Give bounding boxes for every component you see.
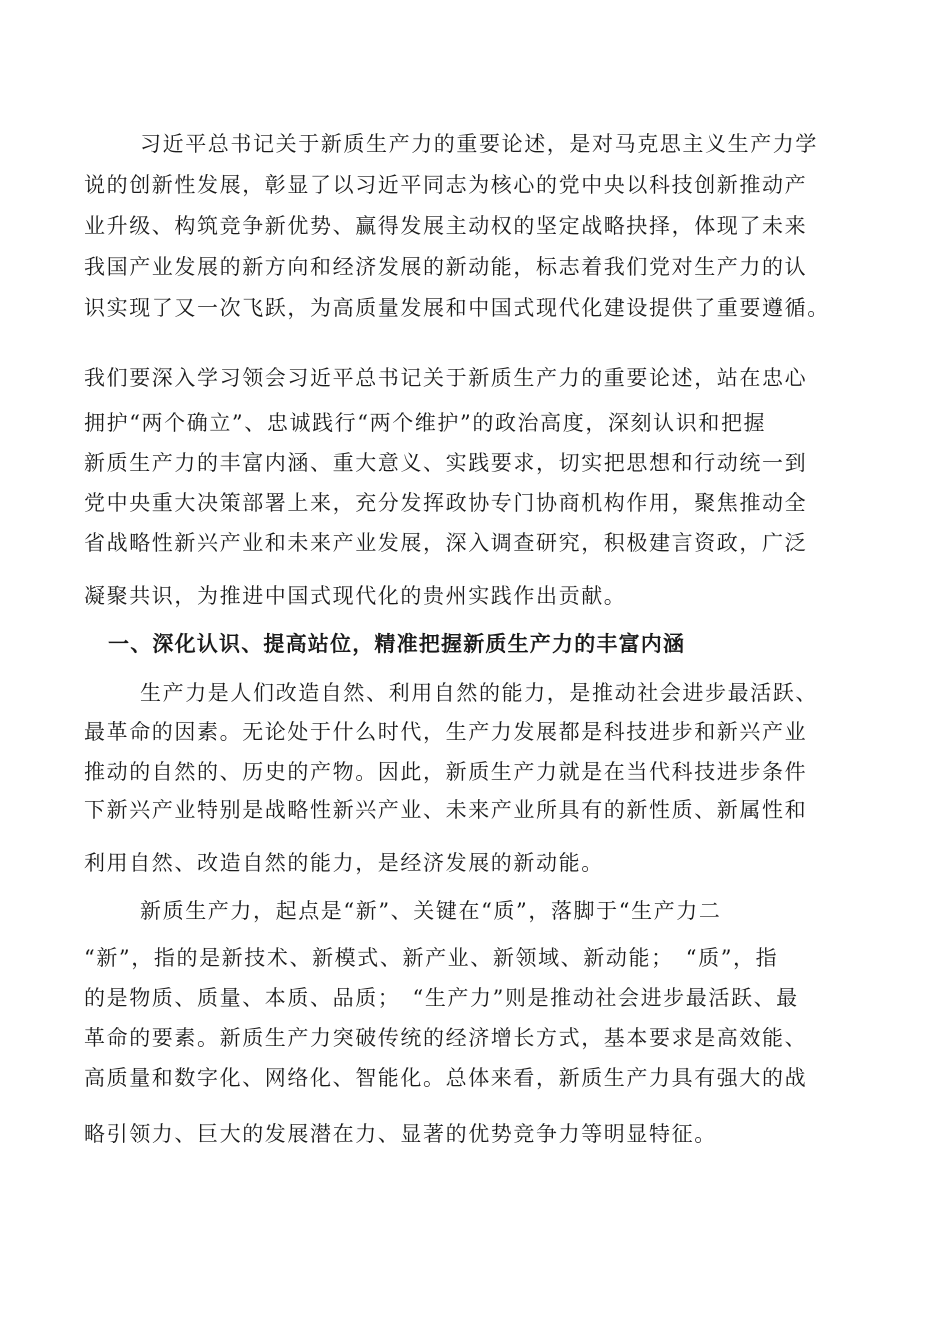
text-line: “新”，指的是新技术、新模式、新产业、新领域、新动能； “质”，指 [84,946,779,970]
text-line: 利用自然、改造自然的能力，是经济发展的新动能。 [84,851,604,875]
text-line: 最革命的因素。无论处于什么时代，生产力发展都是科技进步和新兴产业 [84,720,808,744]
text-line: 凝聚共识，为推进中国式现代化的贵州实践作出贡献。 [84,584,627,608]
text-line: 业升级、构筑竞争新优势、赢得发展主动权的坚定战略抉择，体现了未来 [84,214,808,238]
text-line: 省战略性新兴产业和未来产业发展，深入调查研究，积极建言资政，广泛 [84,531,808,555]
text-line: 党中央重大决策部署上来，充分发挥政协专门协商机构作用，聚焦推动全 [84,491,808,515]
text-line: 下新兴产业特别是战略性新兴产业、未来产业所具有的新性质、新属性和 [84,798,808,822]
text-line: 我们要深入学习领会习近平总书记关于新质生产力的重要论述，站在忠心 [84,366,808,390]
text-line: 的是物质、质量、本质、品质； “生产力”则是推动社会进步最活跃、最 [84,986,799,1010]
text-line: 拥护“两个确立”、忠诚践行“两个维护”的政治高度，深刻认识和把握 [84,411,767,435]
text-line: 推动的自然的、历史的产物。因此，新质生产力就是在当代科技进步条件 [84,760,808,784]
text-line: 说的创新性发展，彰显了以习近平同志为核心的党中央以科技创新推动产 [84,173,808,197]
text-line: 我国产业发展的新方向和经济发展的新动能，标志着我们党对生产力的认 [84,255,808,279]
section-heading: 一、深化认识、提高站位，精准把握新质生产力的丰富内涵 [108,632,686,656]
text-line: 识实现了又一次飞跃，为高质量发展和中国式现代化建设提供了重要遵循。 [84,296,830,320]
text-line: 略引领力、巨大的发展潜在力、显著的优势竞争力等明显特征。 [84,1122,717,1146]
text-line: 革命的要素。新质生产力突破传统的经济增长方式，基本要求是高效能、 [84,1026,808,1050]
text-line: 新质生产力，起点是“新”、关键在“质”，落脚于“生产力二 [140,899,722,923]
text-line: 生产力是人们改造自然、利用自然的能力，是推动社会进步最活跃、 [140,681,818,705]
text-line: 高质量和数字化、网络化、智能化。总体来看，新质生产力具有强大的战 [84,1066,808,1090]
text-line: 新质生产力的丰富内涵、重大意义、实践要求，切实把思想和行动统一到 [84,451,808,475]
text-line: 习近平总书记关于新质生产力的重要论述，是对马克思主义生产力学 [140,132,818,156]
